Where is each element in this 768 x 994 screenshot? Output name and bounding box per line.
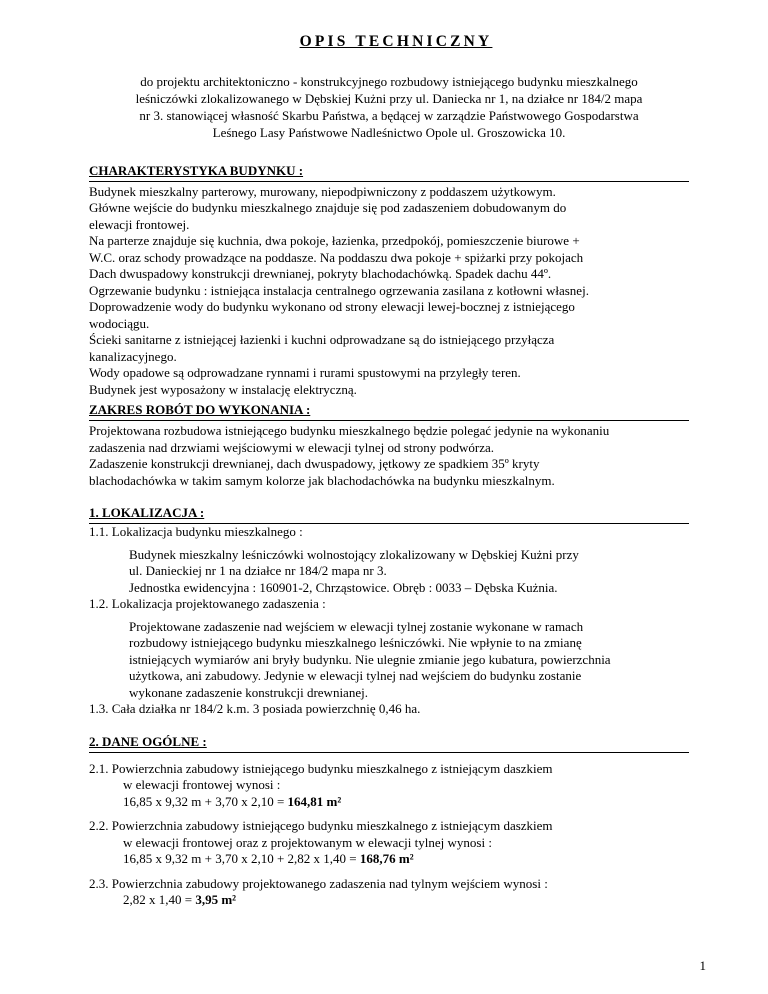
section-dane-ogolne <box>89 734 689 909</box>
text-line: Zadaszenie konstrukcji drewnianej, dach dwuspadowy, jętkowy ze spadkiem 35º kryty <box>89 456 540 471</box>
document-page <box>89 34 689 909</box>
calc-expression: 16,85 x 9,32 m + 3,70 x 2,10 = <box>123 793 288 809</box>
text-line: 2.2. Powierzchnia zabudowy istniejącego budynku mieszkalnego z istniejącym daszkiem <box>89 818 553 833</box>
section-zakres <box>89 402 689 489</box>
section-heading: CHARAKTERYSTYKA BUDYNKU : <box>89 162 304 178</box>
text-line: 2.3. Powierzchnia zabudowy projektowanego zadaszenia nad tylnym wejściem wynosi : <box>89 875 548 891</box>
section-divider <box>89 181 689 182</box>
text-line: rozbudowy istniejącego budynku mieszkalnego leśniczówki. Nie wpłynie to na zmianę <box>129 635 582 650</box>
item-1-3: 1.3. Cała działka nr 184/2 k.m. 3 posiada powierzchnię 0,46 ha. <box>89 701 421 716</box>
item-1-1-text <box>89 547 689 597</box>
intro-line: Leśnego Lasy Państwowe Nadleśnictwo Opole ul. Groszowicka 10. <box>212 124 566 140</box>
text-line: wykonane zadaszenie konstrukcji drewnianej. <box>129 684 368 700</box>
intro-line: nr 3. stanowiącej własność Skarbu Państwa, a będącej w zarządzie Państwowego Gospodarstwa <box>139 107 639 123</box>
text-line: kanalizacyjnego. <box>89 348 177 364</box>
calc-line <box>89 851 689 868</box>
text-line: 2.1. Powierzchnia zabudowy istniejącego budynku mieszkalnego z istniejącym daszkiem <box>89 760 553 776</box>
intro-line: leśniczówki zlokalizowanego w Dębskiej Kużni przy ul. Daniecka nr 1, na działce nr 184/2 mapa <box>135 90 643 106</box>
calc-expression: 2,82 x 1,40 = <box>123 892 196 907</box>
calc-expression: 16,85 x 9,32 m + 3,70 x 2,10 + 2,82 x 1,40 = <box>123 851 360 866</box>
section-heading: ZAKRES ROBÓT DO WYKONANIA : <box>89 402 311 417</box>
calc-result: 168,76 m² <box>359 851 414 866</box>
item-1-1: 1.1. Lokalizacja budynku mieszkalnego : <box>89 524 303 539</box>
section-heading: 1. LOKALIZACJA : <box>89 505 205 520</box>
calc-line <box>89 794 689 811</box>
calc-result: 3,95 m² <box>195 892 237 907</box>
page-number: 1 <box>699 958 706 973</box>
item-1-2: 1.2. Lokalizacja projektowanego zadaszenia : <box>89 596 326 611</box>
section-divider <box>89 752 689 753</box>
text-line: Projektowane zadaszenie nad wejściem w elewacji tylnej zostanie wykonane w ramach <box>129 618 584 634</box>
text-line: zadaszenia nad drzwiami wejściowymi w elewacji tylnej od strony podwórza. <box>89 439 495 455</box>
item-2-2 <box>89 818 689 868</box>
text-line: ul. Danieckiej nr 1 na działce nr 184/2 mapa nr 3. <box>129 563 387 578</box>
text-line: Na parterze znajduje się kuchnia, dwa pokoje, łazienka, przedpokój, pomieszczenie biurowe + <box>89 233 580 248</box>
text-line: W.C. oraz schody prowadzące na poddasze. Na poddaszu dwa pokoje + spiżarki przy pokojach <box>89 249 584 265</box>
section-charakterystyka <box>89 163 689 399</box>
text-line: Ścieki sanitarne z istniejącej łazienki i kuchni odprowadzane są do istniejącego przyłącza <box>89 332 555 347</box>
item-2-1 <box>89 761 689 811</box>
calc-result: 164,81 m² <box>287 793 342 809</box>
text-line: elewacji frontowej. <box>89 216 190 232</box>
text-line: użytkowa, ani zabudowy. Jedynie w elewacji tylnej nad wejściem do budynku zostanie <box>129 668 582 683</box>
text-line: istniejących wymiarów ani bryły budynku. Nie ulegnie zmianie jego kubatura, powierzchnia <box>129 651 611 667</box>
text-line: w elewacji frontowej wynosi : <box>123 777 281 792</box>
text-line: Budynek mieszkalny leśniczówki wolnostojący zlokalizowany w Dębskiej Kużni przy <box>129 546 579 562</box>
intro-line: do projektu architektoniczno - konstrukcyjnego rozbudowy istniejącego budynku mieszkalnego <box>140 73 638 89</box>
text-line: Główne wejście do budynku mieszkalnego znajduje się pod zadaszeniem dobudowanym do <box>89 200 567 215</box>
text-line: Projektowana rozbudowa istniejącego budynku mieszkalnego będzie polegać jedynie na wykonaniu <box>89 423 610 438</box>
text-line: Wody opadowe są odprowadzane rynnami i rurami spustowymi na przyległy teren. <box>89 365 521 380</box>
text-line: Budynek mieszkalny parterowy, murowany, niepodpiwniczony z poddaszem użytkowym. <box>89 183 556 199</box>
calc-line <box>89 892 689 909</box>
item-2-3 <box>89 876 689 909</box>
text-line: w elewacji frontowej oraz z projektowanym w elewacji tylnej wynosi : <box>123 834 492 850</box>
text-line: Dach dwuspadowy konstrukcji drewnianej, pokryty blachodachówką. Spadek dachu 44º. <box>89 266 552 281</box>
section-divider <box>89 420 689 421</box>
section-lokalizacja <box>89 505 689 718</box>
text-line: Budynek jest wyposażony w instalację elektryczną. <box>89 381 357 397</box>
section-heading: 2. DANE OGÓLNE : <box>89 733 207 749</box>
text-line: blachodachówka w takim samym kolorze jak blachodachówka na budynku mieszkalnym. <box>89 472 555 488</box>
text-line: wodociągu. <box>89 315 150 331</box>
text-line: Jednostka ewidencyjna : 160901-2, Chrząstowice. Obręb : 0033 – Dębska Kużnia. <box>129 579 558 595</box>
document-intro <box>89 73 689 141</box>
text-line: Doprowadzenie wody do budynku wykonano od strony elewacji lewej-bocznej z istniejącego <box>89 299 575 314</box>
text-line: Ogrzewanie budynku : istniejąca instalacja centralnego ogrzewania zasilana z kotłowni własnej. <box>89 282 589 298</box>
document-title: OPIS TECHNICZNY <box>299 33 493 50</box>
item-1-2-text <box>89 619 689 702</box>
